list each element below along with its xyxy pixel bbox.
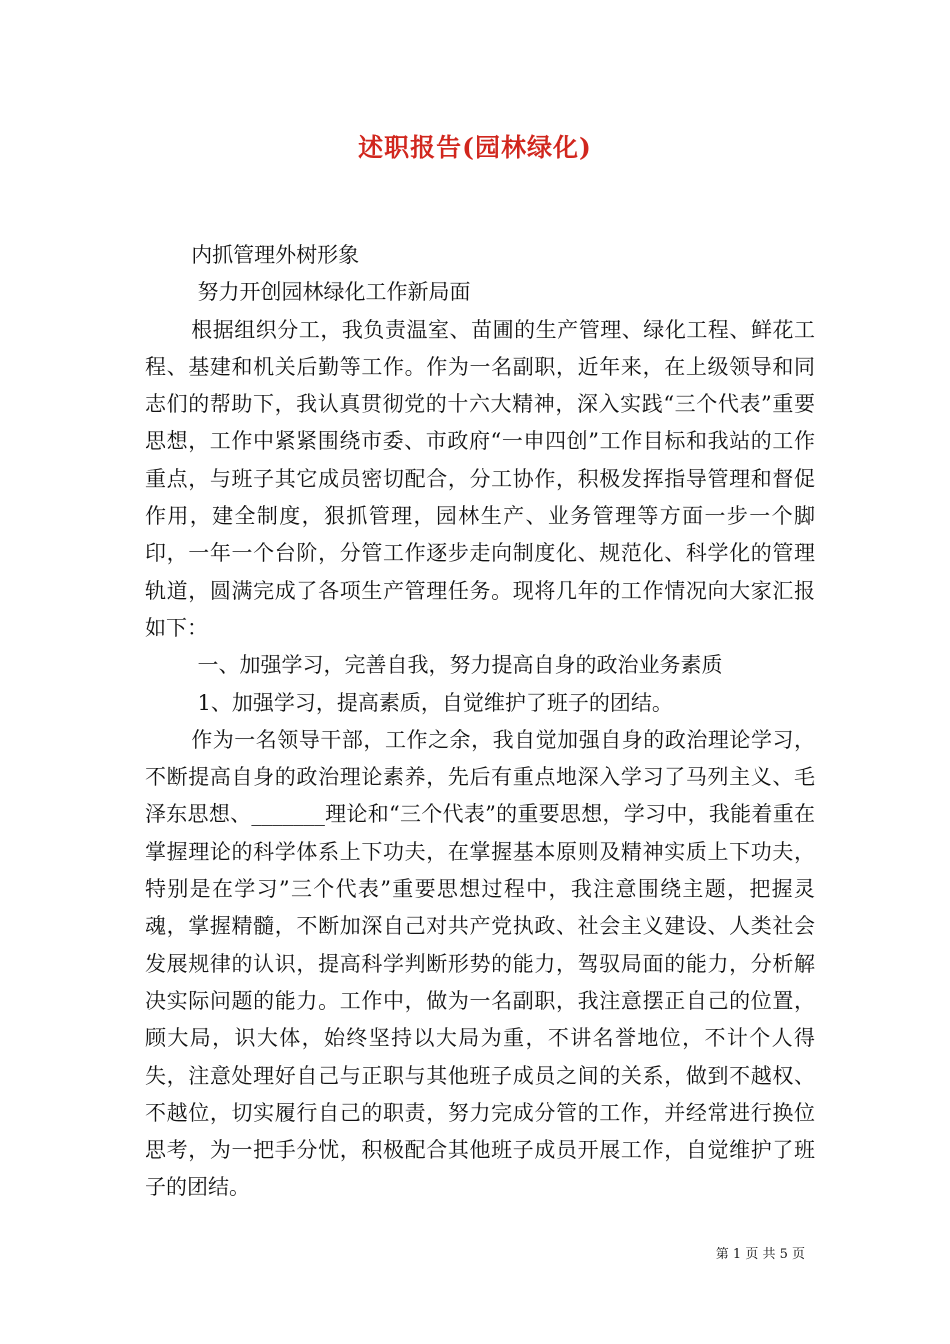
document-body — [145, 237, 815, 1207]
intro-paragraph: 根据组织分工，我负责温室、苗圃的生产管理、绿化工程、鲜花工程、基建和机关后勤等工作。作为一名副职，近年来，在上级领导和同志们的帮助下，我认真贯彻党的十六大精神，深入实践“三个代表”重要思想，工作中紧紧围绕市委、市政府“一申四创”工作目标和我站的工作重点，与班子其它成员密切配合，分工协作，积极发挥指导管理和督促作用，建全制度，狠抓管理，园林生产、业务管理等方面一步一个脚印，一年一个台阶，分管工作逐步走向制度化、规范化、科学化的管理轨道，圆满完成了各项生产管理任务。现将几年的工作情况向大家汇报如下： — [145, 317, 815, 640]
section-heading: 一、加强学习，完善自我，努力提高自身的政治业务素质 — [197, 653, 723, 678]
subtitle-line-1: 内抓管理外树形象 — [191, 243, 360, 267]
subtitle-line-2: 努力开创园林绿化工作新局面 — [197, 280, 471, 305]
document-title: 述职报告(园林绿化) — [358, 133, 592, 162]
page-number-footer: 第 1 页 共 5 页 — [715, 1247, 805, 1262]
subsection-heading: 1、加强学习，提高素质，自觉维护了班子的团结。 — [197, 690, 673, 715]
body-paragraph: 作为一名领导干部，工作之余，我自觉加强自身的政治理论学习，不断提高自身的政治理论素养，先后有重点地深入学习了马列主义、毛泽东思想、_______理论和“三个代表”的重要思想，学习中，我能着重在掌握理论的科学体系上下功夫，在掌握基本原则及精神实质上下功夫，特别是在学习”三个代表”重要思想过程中，我注意围绕主题，把握灵魂，掌握精髓，不断加深自己对共产党执政、社会主义建设、人类社会发展规律的认识，提高科学判断形势的能力，驾驭局面的能力，分析解决实际问题的能力。工作中，做为一名副职，我注意摆正自己的位置，顾大局，识大体，始终坚持以大局为重，不讲名誉地位，不计个人得失，注意处理好自己与正职与其他班子成员之间的关系，做到不越权、不越位，切实履行自己的职责，努力完成分管的工作，并经常进行换位思考，为一把手分忧，积极配合其他班子成员开展工作，自觉维护了班子的团结。 — [145, 727, 815, 1200]
